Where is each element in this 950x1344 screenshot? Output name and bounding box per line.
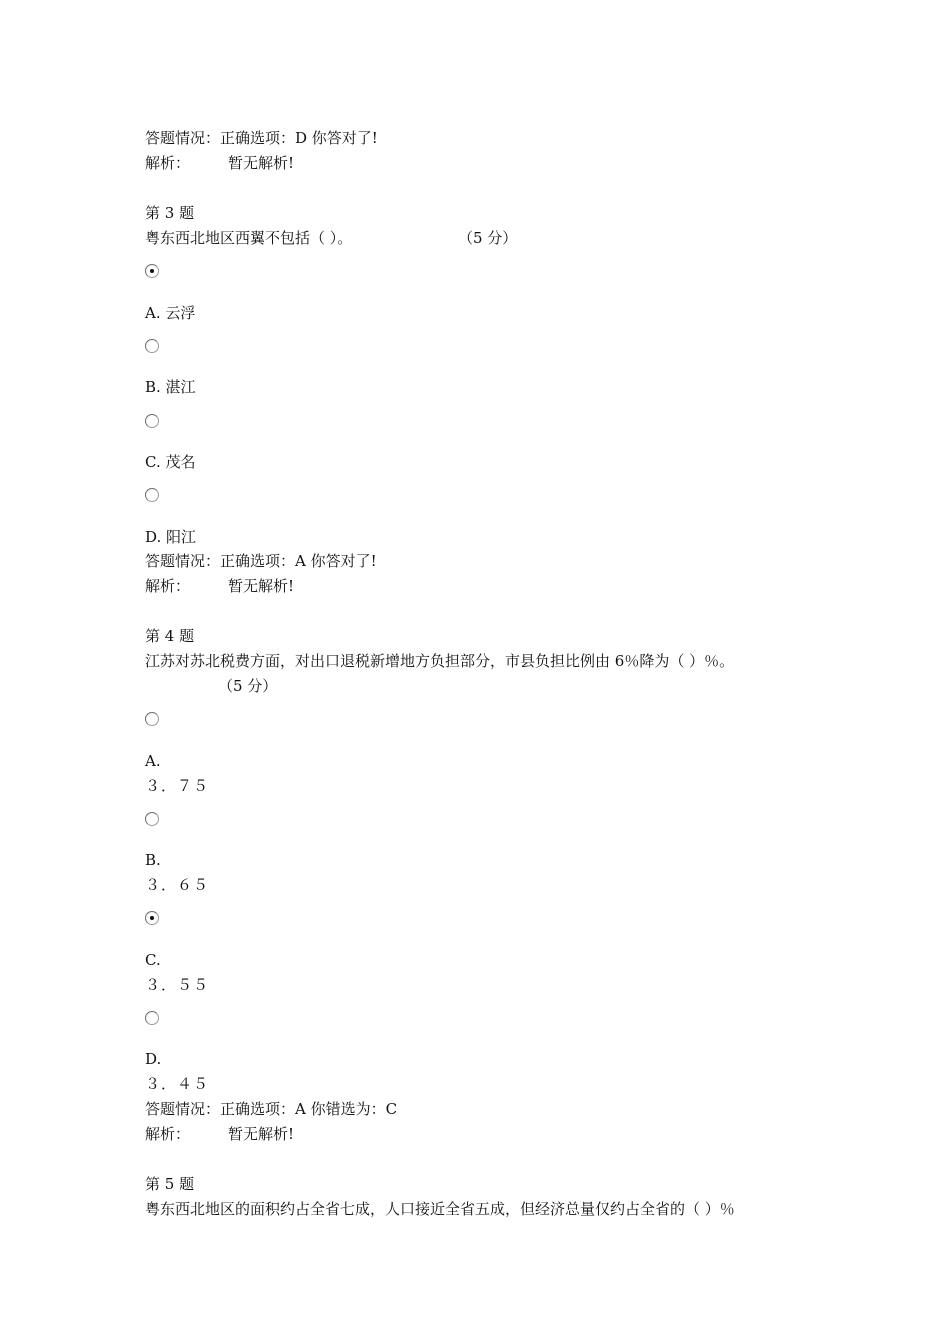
q4-option-b-radio[interactable]	[145, 812, 159, 826]
radio-selected-dot	[150, 916, 154, 920]
q4-option-a-letter: A.	[145, 752, 161, 770]
q2-answer-status: 答题情况：正确选项：D 你答对了!	[145, 129, 378, 147]
q4-option-c-value: ３．５５	[145, 976, 210, 994]
q3-points: （5 分）	[458, 229, 518, 247]
q3-answer-status: 答题情况：正确选项：A 你答对了!	[145, 552, 377, 570]
q5-number: 第 5 题	[145, 1175, 195, 1193]
q3-number: 第 3 题	[145, 204, 195, 222]
q4-analysis	[145, 1124, 294, 1144]
q4-analysis-label: 解析：	[145, 1125, 191, 1143]
q4-option-b-value: ３．６５	[145, 876, 210, 894]
q3-option-b-radio[interactable]	[145, 339, 159, 353]
q4-option-d-radio[interactable]	[145, 1011, 159, 1025]
q3-option-c-radio[interactable]	[145, 414, 159, 428]
q4-answer-status: 答题情况：正确选项：A 你错选为：C	[145, 1100, 398, 1118]
q4-option-c-letter: C.	[145, 951, 161, 969]
q3-option-d-radio[interactable]	[145, 488, 159, 502]
q3-analysis	[145, 576, 294, 596]
q3-analysis-text: 暂无解析!	[228, 577, 295, 595]
q5-stem: 粤东西北地区的面积约占全省七成，人口接近全省五成，但经济总量仅约占全省的（ ）％	[145, 1200, 735, 1218]
q3-option-c-label: C. 茂名	[145, 453, 196, 471]
q4-number: 第 4 题	[145, 627, 195, 645]
q4-option-c-radio[interactable]	[145, 911, 159, 925]
q2-analysis	[145, 153, 294, 173]
q4-option-d-value: ３．４５	[145, 1075, 210, 1093]
q3-option-b-label: B. 湛江	[145, 378, 196, 396]
q2-analysis-text: 暂无解析!	[228, 154, 295, 172]
q3-option-a-radio[interactable]	[145, 264, 159, 278]
q4-stem: 江苏对苏北税费方面，对出口退税新增地方负担部分，市县负担比例由 6％降为（ ）％。	[145, 652, 735, 670]
q3-stem: 粤东西北地区西翼不包括（ ）。	[145, 229, 353, 247]
q4-option-a-radio[interactable]	[145, 712, 159, 726]
q4-option-b-letter: B.	[145, 851, 161, 869]
q4-option-d-letter: D.	[145, 1050, 162, 1068]
q2-analysis-label: 解析：	[145, 154, 191, 172]
radio-selected-dot	[150, 269, 154, 273]
q3-stem-line	[145, 228, 518, 248]
q3-option-d-label: D. 阳江	[145, 528, 197, 546]
q3-analysis-label: 解析：	[145, 577, 191, 595]
q4-points: （5 分）	[218, 677, 278, 695]
q4-analysis-text: 暂无解析!	[228, 1125, 295, 1143]
q3-option-a-label: A. 云浮	[145, 304, 196, 322]
q4-option-a-value: ３．７５	[145, 777, 210, 795]
